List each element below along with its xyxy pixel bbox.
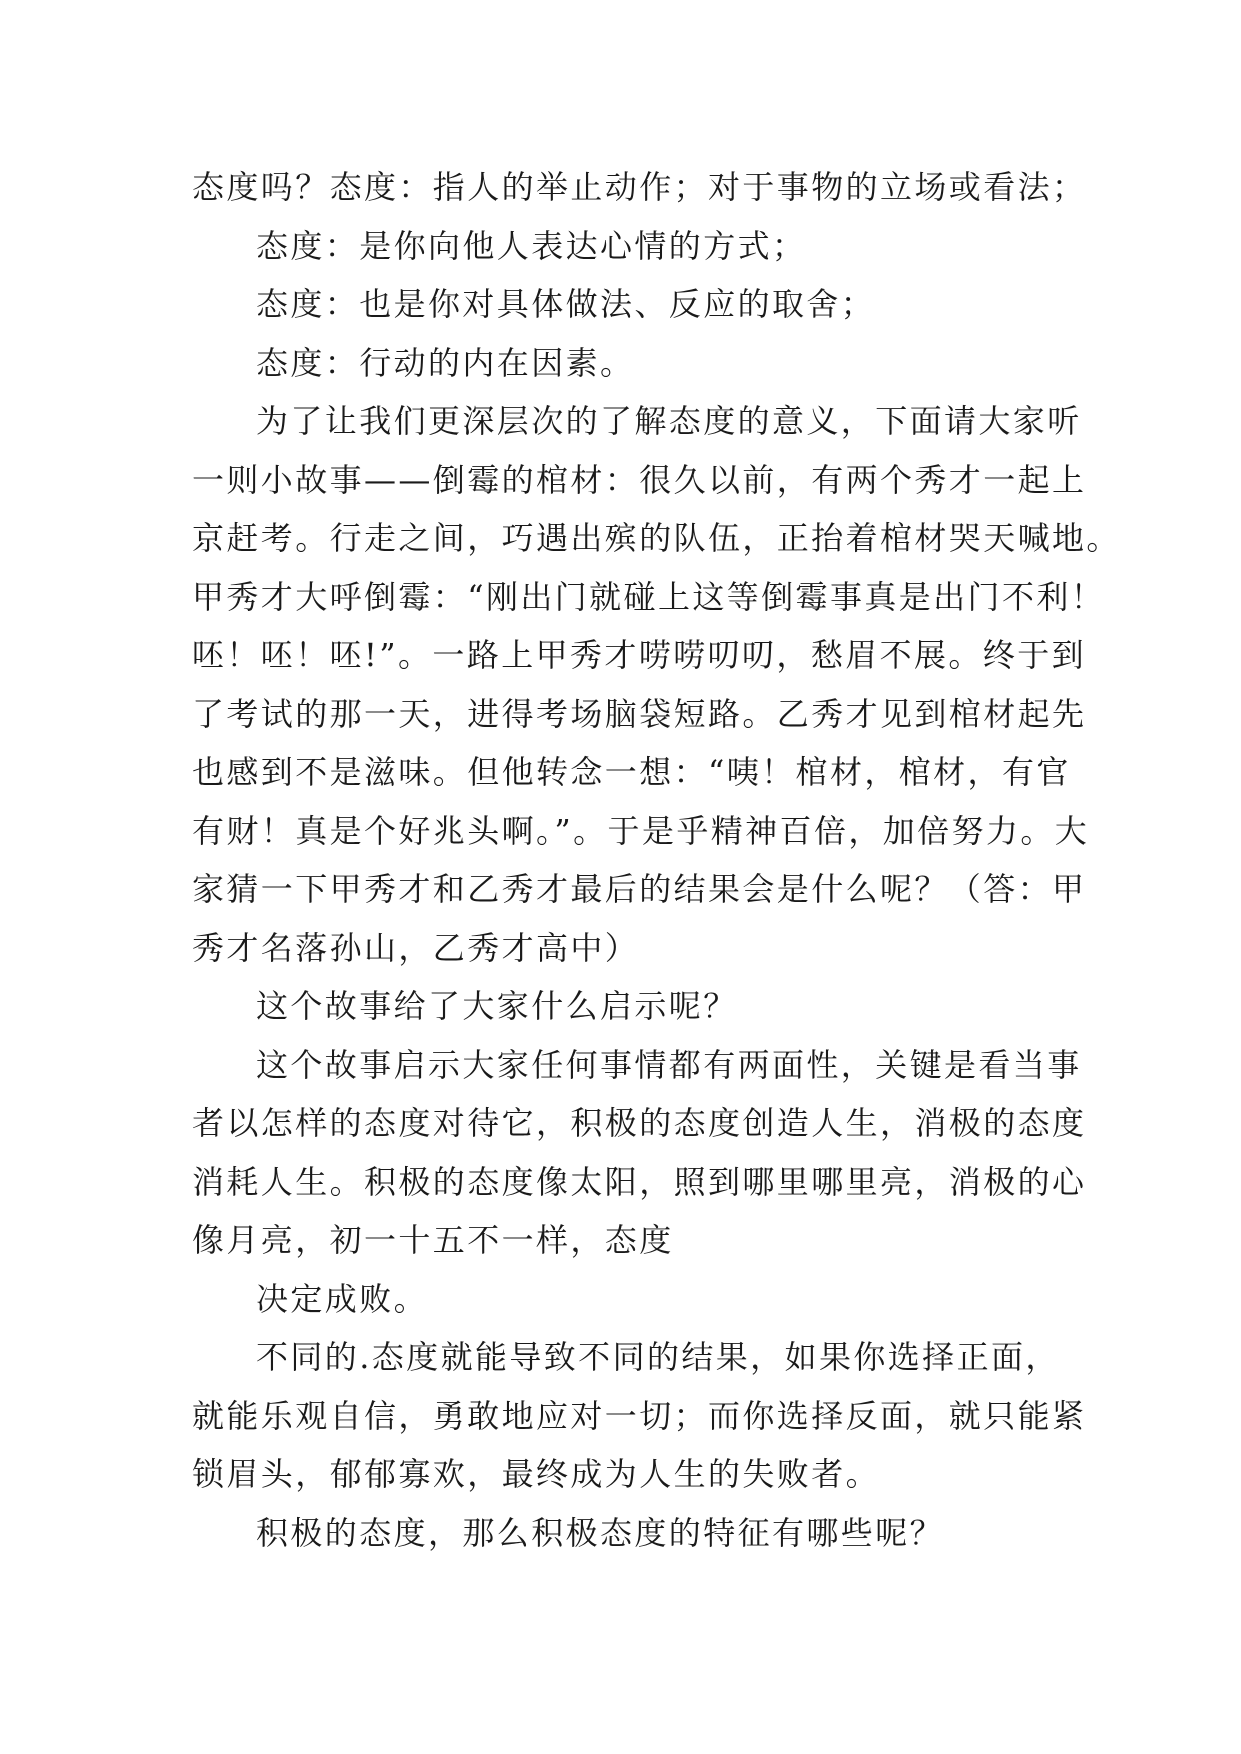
text-line: 态度吗？态度：指人的举止动作；对于事物的立场或看法； (192, 168, 1087, 206)
text-line: 也感到不是滋味。但他转念一想：“咦！棺材，棺材，有官 (192, 753, 1071, 791)
text-line: 这个故事启示大家任何事情都有两面性，关键是看当事 (256, 1045, 1082, 1084)
text-line: 甲秀才大呼倒霉：“刚出门就碰上这等倒霉事真是出门不利！ (192, 577, 1106, 616)
text-line: 一则小故事——倒霉的棺材：很久以前，有两个秀才一起上 (192, 460, 1087, 499)
text-line: 有财！真是个好兆头啊。”。于是乎精神百倍，加倍努力。大 (192, 811, 1090, 850)
text-line: 不同的.态度就能导致不同的结果，如果你选择正面， (256, 1338, 1060, 1376)
text-line: 者以怎样的态度对待它，积极的态度创造人生，消极的态度 (192, 1104, 1087, 1142)
text-line: 锁眉头，郁郁寡欢，最终成为人生的失败者。 (192, 1455, 881, 1493)
text-line: 像月亮，初一十五不一样，态度 (192, 1221, 674, 1259)
text-line: 家猜一下甲秀才和乙秀才最后的结果会是什么呢？（答：甲 (192, 870, 1087, 908)
text-line: 积极的态度，那么积极态度的特征有哪些呢？ (256, 1513, 945, 1552)
text-line: 就能乐观自信，勇敢地应对一切；而你选择反面，就只能紧 (192, 1396, 1087, 1435)
text-line: 态度：也是你对具体做法、反应的取舍； (256, 285, 876, 323)
text-line: 这个故事给了大家什么启示呢？ (256, 987, 738, 1025)
text-line: 为了让我们更深层次的了解态度的意义，下面请大家听 (256, 402, 1082, 440)
text-line: 消耗人生。积极的态度像太阳，照到哪里哪里亮，消极的心 (192, 1162, 1087, 1201)
document-body (192, 158, 1121, 1562)
text-line: 京赶考。行走之间，巧遇出殡的队伍，正抬着棺材哭天喊地。 (192, 519, 1121, 557)
text-line: 了考试的那一天，进得考场脑袋短路。乙秀才见到棺材起先 (192, 694, 1087, 733)
text-line: 呸！呸！呸!”。一路上甲秀才唠唠叨叨，愁眉不展。终于到 (192, 636, 1087, 674)
text-line: 秀才名落孙山，乙秀才高中） (192, 928, 640, 967)
text-line: 态度：是你向他人表达心情的方式； (256, 226, 807, 265)
text-line: 态度：行动的内在因素。 (256, 343, 635, 382)
text-line: 决定成败。 (256, 1279, 429, 1318)
